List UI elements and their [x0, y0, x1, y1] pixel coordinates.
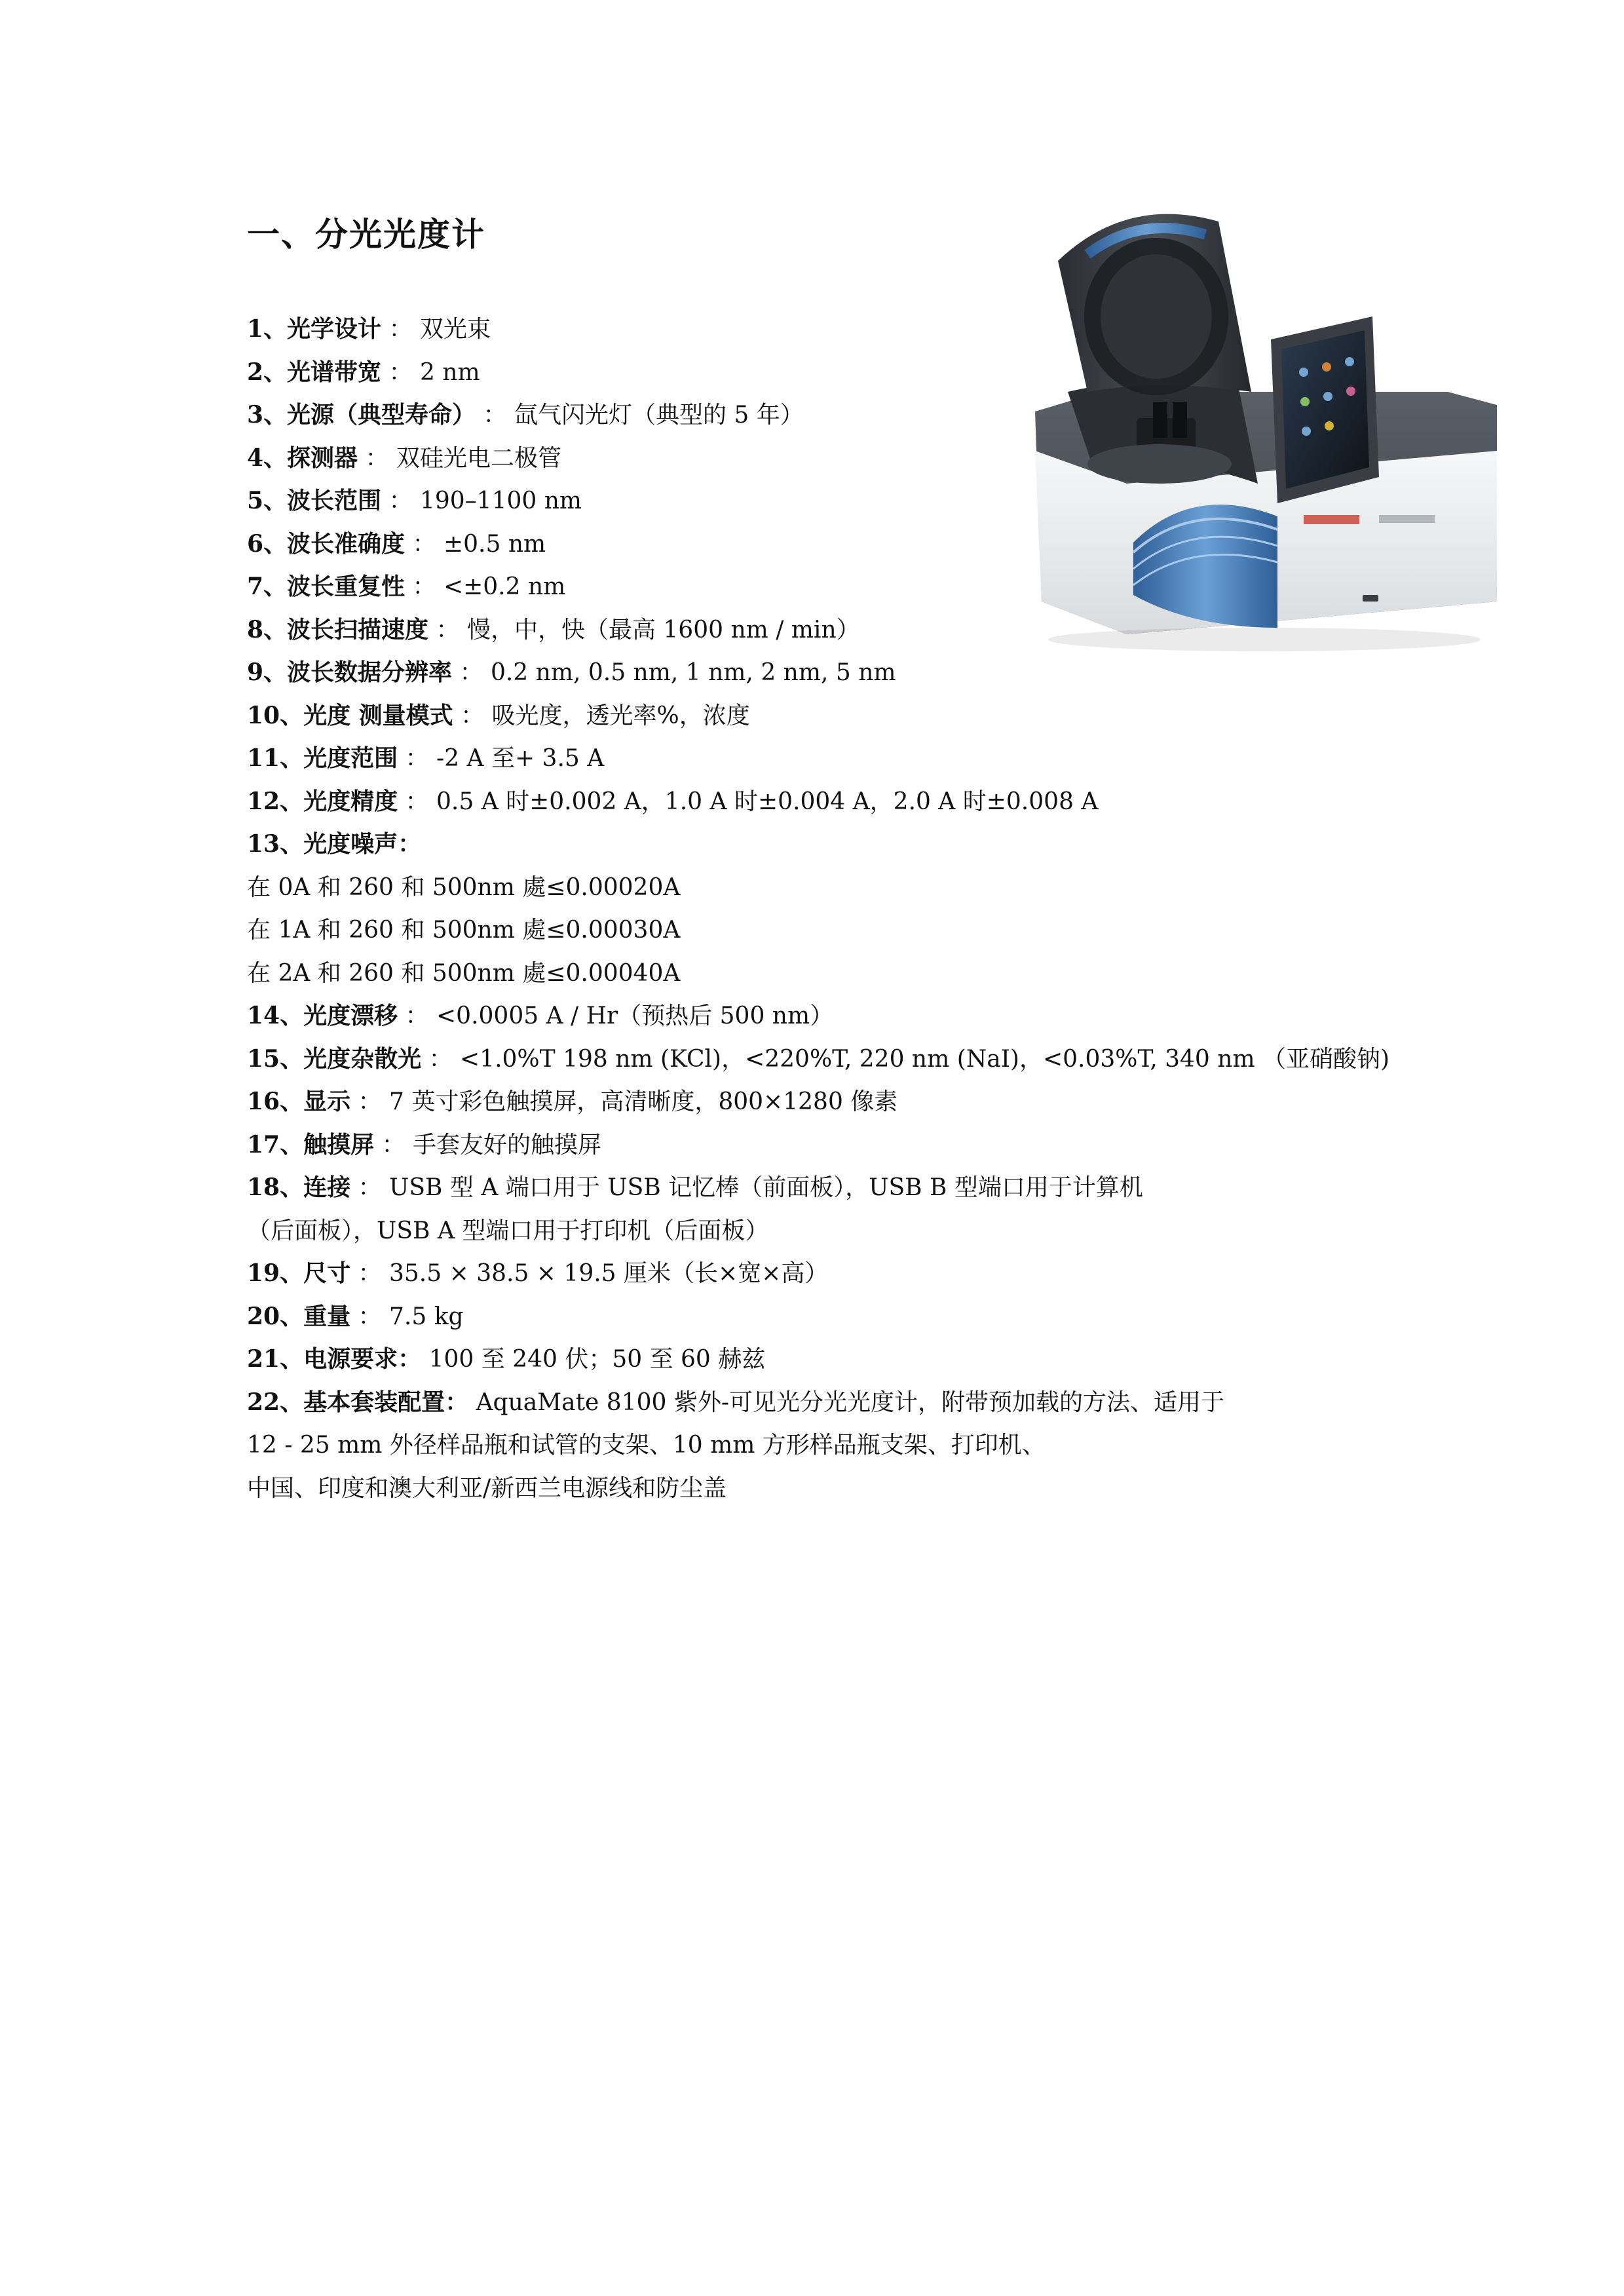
page-title: 一、分光光度计: [247, 215, 485, 254]
spec-separator: ：: [350, 1303, 389, 1330]
spec-item: [247, 308, 1393, 351]
spec-separator: ：: [350, 1174, 389, 1201]
spec-value: AquaMate 8100 紫外-可见光分光光度计，附带预加载的方法、适用于: [476, 1388, 1225, 1416]
spec-separator: ：: [405, 530, 444, 558]
spec-continuation: 在 0A 和 260 和 500nm 處≤0.00020A: [247, 873, 681, 901]
spec-value: 手套友好的触摸屏: [413, 1131, 602, 1158]
spec-value: 35.5 × 38.5 × 19.5 厘米（长×宽×高）: [389, 1260, 829, 1287]
spec-separator: [468, 1389, 476, 1416]
spec-item: [247, 780, 1393, 824]
spec-item: [247, 1338, 1393, 1381]
spec-label: 13、光度噪声：: [247, 830, 422, 858]
spec-label: 15、光度杂散光: [247, 1044, 422, 1073]
spec-separator: ：: [398, 788, 436, 815]
spec-continuation: （后面板），USB A 型端口用于打印机（后面板）: [247, 1217, 769, 1244]
spec-continuation: 在 1A 和 260 和 500nm 處≤0.00030A: [247, 917, 681, 944]
spec-item: [247, 351, 1393, 394]
spec-separator: ：: [476, 402, 514, 429]
spec-separator: ：: [350, 1260, 389, 1287]
spec-separator: ：: [381, 316, 420, 343]
spec-item: [247, 1166, 1393, 1210]
spec-separator: ：: [374, 1131, 413, 1158]
spec-item: [247, 995, 1393, 1038]
spec-item: [247, 1252, 1393, 1295]
spec-label: 20、重量: [247, 1302, 351, 1330]
spec-item: [247, 437, 1393, 480]
spec-item: [247, 394, 1393, 437]
spec-value: -2 A 至+ 3.5 A: [436, 745, 605, 772]
spec-value: ±0.5 nm: [443, 530, 546, 558]
spec-label: 4、探测器: [247, 444, 358, 472]
spec-label: 22、基本套装配置：: [247, 1388, 469, 1416]
spec-label: 3、光源（典型寿命）: [247, 401, 476, 429]
spec-separator: ：: [452, 659, 491, 686]
spec-continuation: 在 2A 和 260 和 500nm 處≤0.00040A: [247, 959, 681, 987]
spec-separator: ：: [453, 702, 492, 729]
spec-item: [247, 1081, 1393, 1124]
spec-label: 5、波长范围: [247, 487, 382, 514]
spec-value: 吸光度，透光率%，浓度: [491, 702, 750, 729]
spec-item: [247, 823, 1393, 866]
spec-value: 0.5 A 时±0.002 A，1.0 A 时±0.004 A，2.0 A 时±0.008 A: [436, 788, 1099, 815]
spec-value: 氙气闪光灯（典型的 5 年）: [514, 402, 804, 429]
spec-value: 7 英寸彩色触摸屏，高清晰度，800×1280 像素: [389, 1088, 898, 1115]
spec-label: 8、波长扫描速度: [247, 615, 429, 643]
spec-item: [247, 737, 1393, 780]
spec-label: 21、电源要求：: [247, 1345, 422, 1373]
spec-separator: [421, 1346, 428, 1373]
spec-separator: ：: [428, 616, 467, 643]
spec-label: 10、光度 测量模式: [247, 701, 453, 729]
spec-label: 16、显示: [247, 1088, 351, 1115]
spec-value: <1.0%T 198 nm (KCl)，<220%T, 220 nm (NaI)，<0.03%T, 340 nm （亚硝酸钠): [460, 1045, 1390, 1073]
spec-separator: ：: [358, 444, 396, 472]
spec-label: 1、光学设计: [247, 315, 382, 343]
spec-item: [247, 1381, 1393, 1425]
spec-value: <0.0005 A / Hr（预热后 500 nm）: [436, 1003, 834, 1029]
spec-continuation: 12 - 25 mm 外径样品瓶和试管的支架、10 mm 方形样品瓶支架、打印机、: [247, 1432, 1046, 1459]
spec-value: 慢，中，快（最高 1600 nm / min）: [466, 616, 860, 643]
spec-item: [247, 609, 1393, 652]
spec-label: 2、光谱带宽: [247, 358, 382, 386]
spec-item: [247, 565, 1393, 609]
spec-label: 17、触摸屏: [247, 1130, 375, 1158]
spec-value: <±0.2 nm: [443, 573, 566, 600]
spec-item: [247, 651, 1393, 695]
spec-item: [247, 523, 1393, 566]
spec-label: 7、波长重复性: [247, 573, 406, 600]
spec-label: 9、波长数据分辨率: [247, 659, 453, 686]
spec-item: [247, 1124, 1393, 1167]
spec-separator: ：: [398, 745, 436, 772]
spec-value: 190–1100 nm: [419, 488, 582, 514]
spec-value: 0.2 nm, 0.5 nm, 1 nm, 2 nm, 5 nm: [490, 659, 896, 686]
spec-value: 双光束: [419, 316, 491, 343]
spec-continuation: 中国、印度和澳大利亚/新西兰电源线和防尘盖: [247, 1474, 727, 1502]
spec-separator: ：: [381, 488, 420, 514]
spec-separator: ：: [405, 573, 444, 600]
spec-item: [247, 1038, 1393, 1081]
spec-label: 11、光度范围: [247, 744, 398, 772]
spec-label: 18、连接: [247, 1174, 351, 1201]
spec-item: [247, 1295, 1393, 1339]
spec-value: 100 至 240 伏；50 至 60 赫兹: [428, 1346, 766, 1373]
spec-label: 19、尺寸: [247, 1259, 351, 1287]
spec-value: 2 nm: [419, 358, 480, 386]
spec-separator: ：: [381, 358, 420, 386]
spec-separator: ：: [421, 1045, 460, 1073]
spec-item: [247, 480, 1393, 523]
spec-item: [247, 695, 1393, 738]
spec-value: 双硅光电二极管: [396, 444, 561, 472]
spec-list: [247, 308, 1393, 1510]
spec-label: 14、光度漂移: [247, 1002, 398, 1029]
spec-separator: ：: [350, 1088, 389, 1115]
spec-label: 12、光度精度: [247, 787, 398, 815]
spec-label: 6、波长准确度: [247, 529, 406, 558]
spec-separator: ：: [398, 1003, 436, 1029]
spec-value: USB 型 A 端口用于 USB 记忆棒（前面板），USB B 型端口用于计算机: [389, 1174, 1143, 1201]
spec-value: 7.5 kg: [389, 1303, 464, 1330]
